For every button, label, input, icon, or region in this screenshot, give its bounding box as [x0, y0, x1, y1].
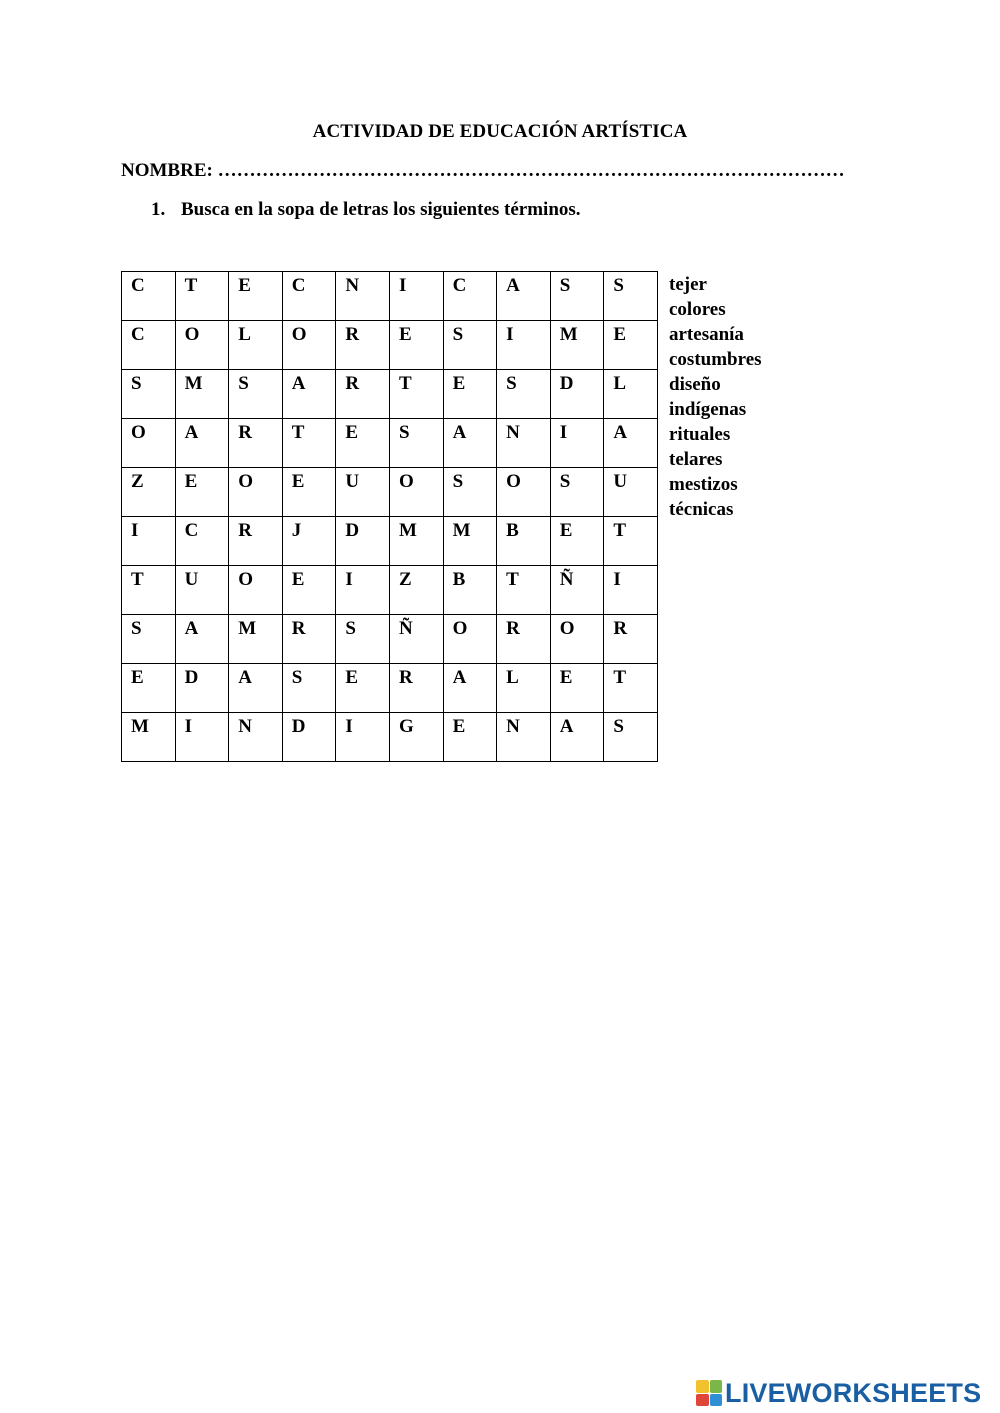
grid-cell[interactable] [497, 272, 551, 321]
grid-cell[interactable] [336, 566, 390, 615]
grid-cell[interactable] [282, 517, 336, 566]
grid-cell[interactable] [229, 517, 283, 566]
grid-cell[interactable] [550, 517, 604, 566]
grid-cell[interactable] [336, 419, 390, 468]
grid-letter: I [184, 716, 192, 737]
grid-letter: U [613, 471, 628, 492]
grid-cell[interactable] [282, 468, 336, 517]
grid-row [122, 664, 658, 713]
grid-cell[interactable] [443, 664, 497, 713]
grid-cell[interactable] [497, 468, 551, 517]
grid-cell[interactable] [443, 272, 497, 321]
grid-letter: U [345, 471, 360, 492]
grid-letter: A [291, 373, 306, 394]
grid-cell[interactable] [229, 419, 283, 468]
grid-cell[interactable] [389, 419, 443, 468]
grid-row [122, 419, 658, 468]
grid-cell[interactable] [282, 615, 336, 664]
grid-letter: S [613, 275, 624, 296]
grid-cell[interactable] [336, 272, 390, 321]
logo-mark-square [696, 1380, 709, 1393]
grid-cell[interactable] [443, 713, 497, 762]
grid-letter: A [613, 422, 628, 443]
grid-letter: A [452, 422, 467, 443]
grid-row [122, 566, 658, 615]
grid-cell[interactable] [122, 272, 176, 321]
grid-letter: O [238, 471, 253, 492]
grid-letter: O [238, 569, 253, 590]
grid-letter: E [345, 667, 359, 688]
grid-cell[interactable] [497, 713, 551, 762]
word-list-item: costumbres [669, 349, 762, 370]
grid-cell[interactable] [497, 566, 551, 615]
grid-letter: I [559, 422, 568, 443]
word-search-grid [121, 271, 658, 762]
grid-cell[interactable] [229, 566, 283, 615]
grid-cell[interactable] [550, 321, 604, 370]
grid-letter: S [238, 373, 249, 394]
grid-cell[interactable] [336, 664, 390, 713]
grid-letter: S [506, 373, 517, 394]
grid-cell[interactable] [282, 664, 336, 713]
grid-cell[interactable] [336, 615, 390, 664]
grid-cell[interactable] [550, 713, 604, 762]
grid-letter: J [291, 520, 302, 541]
grid-cell[interactable] [550, 370, 604, 419]
grid-letter: C [184, 520, 199, 541]
grid-row [122, 615, 658, 664]
grid-cell[interactable] [443, 468, 497, 517]
logo-mark-square [710, 1380, 723, 1393]
grid-cell[interactable] [604, 468, 658, 517]
grid-letter: A [506, 275, 520, 296]
grid-letter: O [559, 618, 575, 639]
grid-cell[interactable] [122, 370, 176, 419]
grid-cell[interactable] [389, 272, 443, 321]
grid-cell[interactable] [604, 615, 658, 664]
grid-cell[interactable] [604, 517, 658, 566]
grid-letter: E [345, 422, 359, 443]
grid-cell[interactable] [175, 566, 229, 615]
grid-cell[interactable] [604, 321, 658, 370]
grid-cell[interactable] [282, 370, 336, 419]
liveworksheets-logo [696, 1378, 981, 1408]
grid-letter: E [131, 667, 144, 688]
grid-cell[interactable] [389, 566, 443, 615]
grid-cell[interactable] [229, 615, 283, 664]
grid-letter: O [184, 324, 200, 345]
grid-letter: E [559, 520, 573, 541]
grid-row [122, 321, 658, 370]
grid-letter: T [291, 422, 305, 443]
grid-cell[interactable] [389, 321, 443, 370]
grid-cell[interactable] [389, 713, 443, 762]
grid-cell[interactable] [604, 566, 658, 615]
word-list-item: tejer [669, 274, 707, 295]
grid-letter: O [131, 422, 146, 443]
grid-cell[interactable] [229, 370, 283, 419]
grid-cell[interactable] [282, 272, 336, 321]
grid-cell[interactable] [175, 517, 229, 566]
grid-row [122, 517, 658, 566]
grid-cell[interactable] [389, 664, 443, 713]
word-list-item: mestizos [669, 474, 738, 495]
grid-letter: R [238, 422, 252, 443]
grid-letter: S [613, 716, 624, 737]
grid-cell[interactable] [336, 468, 390, 517]
grid-cell[interactable] [175, 321, 229, 370]
grid-letter: M [131, 716, 149, 737]
grid-letter: M [184, 373, 203, 394]
word-list-item: telares [669, 449, 723, 470]
grid-cell[interactable] [122, 419, 176, 468]
grid-cell[interactable] [443, 321, 497, 370]
grid-cell[interactable] [389, 615, 443, 664]
word-list-item: colores [669, 299, 726, 320]
grid-letter: A [184, 618, 199, 639]
grid-letter: S [398, 422, 410, 443]
grid-letter: T [613, 667, 627, 688]
grid-letter: S [345, 618, 356, 639]
grid-cell[interactable] [122, 468, 176, 517]
grid-cell[interactable] [282, 321, 336, 370]
grid-letter: E [452, 716, 466, 737]
grid-cell[interactable] [229, 321, 283, 370]
grid-letter: E [452, 373, 466, 394]
grid-letter: T [613, 520, 627, 541]
grid-letter: B [452, 569, 466, 590]
grid-letter: C [131, 324, 145, 345]
grid-letter: O [506, 471, 521, 492]
grid-cell[interactable] [229, 713, 283, 762]
grid-cell[interactable] [389, 370, 443, 419]
grid-letter: N [238, 716, 252, 737]
grid-cell[interactable] [282, 713, 336, 762]
liveworksheets-logo-icon [696, 1380, 722, 1406]
grid-letter: E [559, 667, 573, 688]
grid-letter: S [291, 667, 303, 688]
grid-letter: M [238, 618, 257, 639]
logo-mark-square [696, 1394, 709, 1407]
grid-cell[interactable] [497, 615, 551, 664]
grid-letter: U [184, 569, 199, 590]
grid-letter: A [184, 422, 199, 443]
instruction-1 [151, 199, 581, 221]
grid-cell[interactable] [497, 517, 551, 566]
grid-letter: G [398, 716, 414, 737]
grid-cell[interactable] [550, 419, 604, 468]
grid-letter: N [506, 422, 520, 443]
grid-cell[interactable] [175, 713, 229, 762]
grid-cell[interactable] [282, 419, 336, 468]
grid-cell[interactable] [443, 517, 497, 566]
word-list-item: técnicas [669, 499, 734, 520]
grid-letter: E [291, 471, 305, 492]
grid-cell[interactable] [443, 566, 497, 615]
grid-cell[interactable] [389, 468, 443, 517]
grid-cell[interactable] [550, 615, 604, 664]
grid-letter: O [398, 471, 414, 492]
grid-letter: R [345, 324, 360, 345]
grid-letter: T [131, 569, 144, 590]
grid-cell[interactable] [443, 615, 497, 664]
grid-cell[interactable] [443, 370, 497, 419]
grid-letter: Z [398, 569, 412, 590]
grid-cell[interactable] [550, 272, 604, 321]
grid-cell[interactable] [336, 713, 390, 762]
worksheet-title: ACTIVIDAD DE EDUCACIÓN ARTÍSTICA [312, 121, 688, 142]
grid-cell[interactable] [604, 713, 658, 762]
grid-letter: E [613, 324, 627, 345]
grid-letter: Ñ [559, 569, 574, 590]
grid-letter: A [238, 667, 252, 688]
grid-cell[interactable] [229, 272, 283, 321]
grid-letter: L [613, 373, 627, 394]
grid-row [122, 713, 658, 762]
grid-row [122, 370, 658, 419]
grid-letter: E [291, 569, 305, 590]
word-list-item: artesanía [669, 324, 744, 345]
grid-cell[interactable] [336, 370, 390, 419]
grid-letter: L [238, 324, 251, 345]
grid-letter: C [131, 275, 145, 296]
liveworksheets-logo-text: LIVEWORKSHEETS [725, 1377, 982, 1408]
grid-letter: A [452, 667, 467, 688]
grid-letter: N [345, 275, 360, 296]
grid-letter: S [452, 324, 464, 345]
grid-letter: I [506, 324, 514, 345]
grid-letter: I [131, 520, 139, 541]
instruction-number: 1. [151, 199, 166, 220]
grid-letter: S [131, 373, 142, 394]
grid-letter: M [559, 324, 578, 345]
word-list-item: diseño [669, 374, 721, 395]
grid-letter: I [345, 569, 353, 590]
grid-cell[interactable] [122, 615, 176, 664]
grid-letter: S [559, 275, 571, 296]
grid-letter: Ñ [398, 618, 413, 639]
grid-letter: O [452, 618, 468, 639]
grid-cell[interactable] [175, 370, 229, 419]
grid-letter: S [452, 471, 464, 492]
student-name-field[interactable]: NOMBRE: ……………………………………………………………………………………… [121, 160, 845, 181]
grid-letter: R [238, 520, 252, 541]
grid-cell[interactable] [175, 468, 229, 517]
grid-letter: D [291, 716, 306, 737]
grid-letter: R [291, 618, 306, 639]
grid-letter: I [345, 716, 353, 737]
grid-letter: T [398, 373, 412, 394]
word-list-item: indígenas [669, 399, 747, 420]
grid-letter: S [131, 618, 142, 639]
instruction-text: Busca en la sopa de letras los siguientes términos. [181, 199, 581, 220]
grid-cell[interactable] [122, 517, 176, 566]
grid-letter: T [184, 275, 198, 296]
grid-letter: E [398, 324, 412, 345]
grid-cell[interactable] [497, 321, 551, 370]
grid-letter: M [398, 520, 417, 541]
grid-cell[interactable] [604, 370, 658, 419]
grid-cell[interactable] [604, 272, 658, 321]
grid-cell[interactable] [550, 664, 604, 713]
grid-letter: B [506, 520, 519, 541]
grid-cell[interactable] [282, 566, 336, 615]
grid-letter: T [506, 569, 519, 590]
grid-cell[interactable] [122, 664, 176, 713]
grid-cell[interactable] [122, 713, 176, 762]
grid-cell[interactable] [122, 566, 176, 615]
grid-letter: I [398, 275, 407, 296]
grid-letter: O [291, 324, 307, 345]
word-list [669, 272, 762, 522]
grid-cell[interactable] [604, 664, 658, 713]
logo-mark-square [710, 1394, 723, 1407]
grid-cell[interactable] [497, 370, 551, 419]
grid-letter: A [559, 716, 574, 737]
grid-cell[interactable] [122, 321, 176, 370]
grid-letter: N [506, 716, 520, 737]
grid-cell[interactable] [229, 468, 283, 517]
grid-cell[interactable] [550, 468, 604, 517]
grid-letter: M [452, 520, 471, 541]
grid-letter: R [345, 373, 360, 394]
grid-cell[interactable] [336, 321, 390, 370]
grid-letter: C [291, 275, 306, 296]
grid-letter: Z [131, 471, 144, 492]
grid-cell[interactable] [389, 517, 443, 566]
grid-row [122, 468, 658, 517]
grid-cell[interactable] [604, 419, 658, 468]
grid-letter: S [559, 471, 571, 492]
grid-cell[interactable] [175, 615, 229, 664]
grid-cell[interactable] [175, 419, 229, 468]
grid-cell[interactable] [550, 566, 604, 615]
grid-row [122, 272, 658, 321]
grid-letter: D [345, 520, 360, 541]
grid-letter: D [559, 373, 574, 394]
grid-cell[interactable] [175, 272, 229, 321]
grid-cell[interactable] [175, 664, 229, 713]
grid-letter: I [613, 569, 621, 590]
grid-letter: R [398, 667, 413, 688]
grid-letter: E [238, 275, 251, 296]
grid-cell[interactable] [336, 517, 390, 566]
grid-cell[interactable] [497, 664, 551, 713]
grid-letter: D [184, 667, 199, 688]
grid-letter: R [506, 618, 520, 639]
grid-letter: C [452, 275, 467, 296]
grid-cell[interactable] [497, 419, 551, 468]
word-list-item: rituales [669, 424, 731, 445]
grid-letter: E [184, 471, 198, 492]
grid-letter: L [506, 667, 519, 688]
grid-cell[interactable] [443, 419, 497, 468]
grid-cell[interactable] [229, 664, 283, 713]
grid-letter: R [613, 618, 628, 639]
